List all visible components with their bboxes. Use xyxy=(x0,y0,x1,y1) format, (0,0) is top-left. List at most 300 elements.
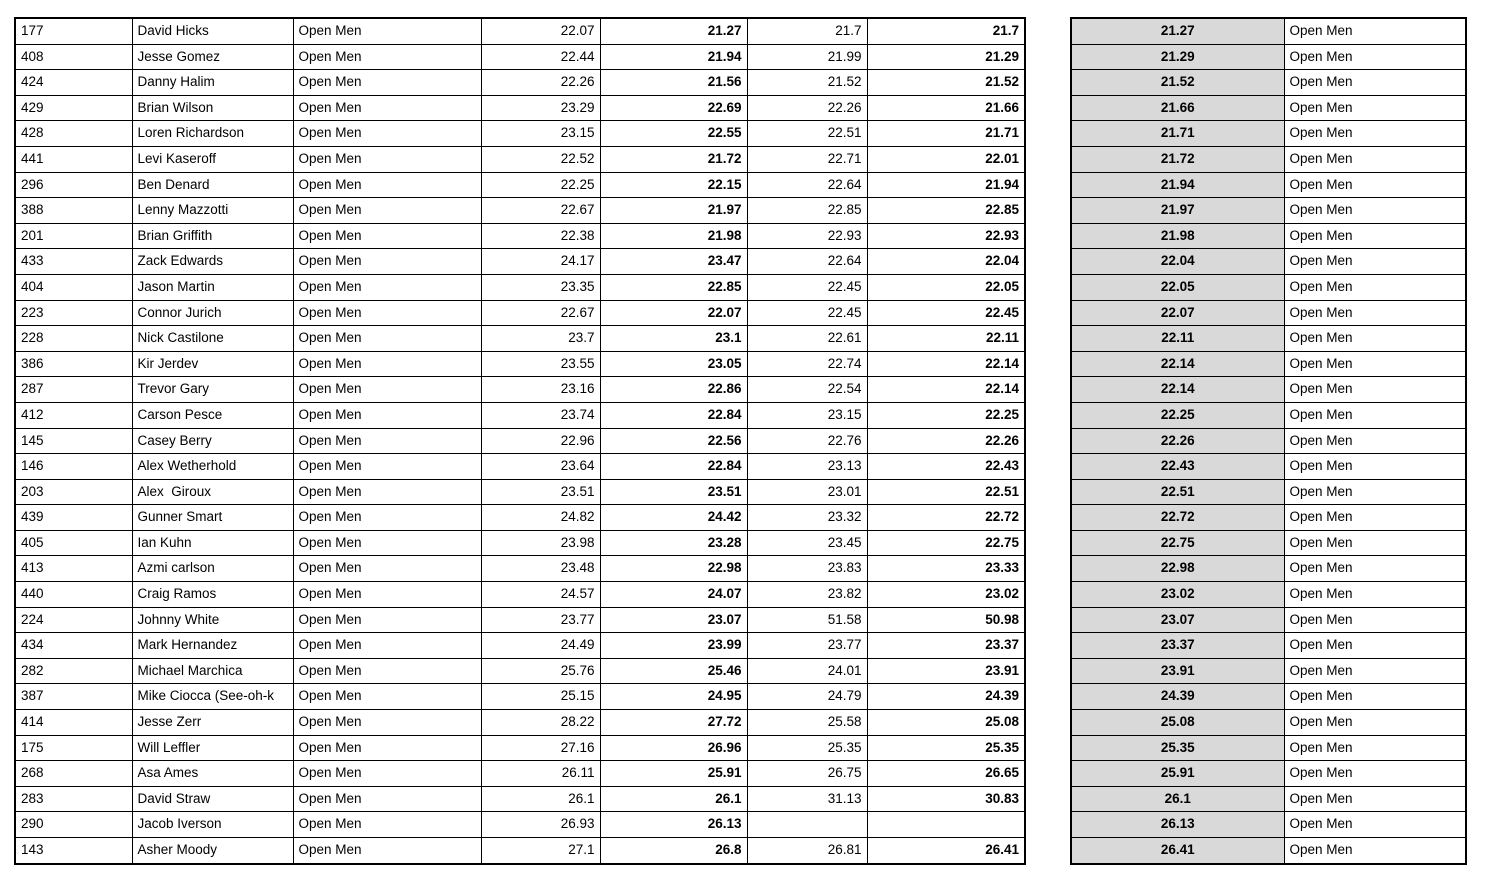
cell-run1-time[interactable]: 22.67 xyxy=(481,198,600,224)
cell-bib-number[interactable]: 146 xyxy=(15,454,132,480)
cell-run1-time[interactable]: 27.16 xyxy=(481,735,600,761)
cell-division[interactable]: Open Men xyxy=(1284,556,1466,582)
cell-racer-name[interactable]: Lenny Mazzotti xyxy=(132,198,293,224)
cell-run1-time[interactable]: 22.67 xyxy=(481,300,600,326)
cell-run2-adjusted-time[interactable]: 22.93 xyxy=(867,223,1025,249)
cell-division[interactable]: Open Men xyxy=(293,761,481,787)
cell-run1-adjusted-time[interactable]: 24.42 xyxy=(600,505,747,531)
cell-run2-time[interactable]: 31.13 xyxy=(747,786,867,812)
cell-bib-number[interactable]: 405 xyxy=(15,530,132,556)
cell-bib-number[interactable]: 268 xyxy=(15,761,132,787)
cell-run2-adjusted-time[interactable]: 21.66 xyxy=(867,95,1025,121)
cell-division[interactable]: Open Men xyxy=(293,505,481,531)
cell-run1-adjusted-time[interactable]: 21.27 xyxy=(600,18,747,44)
cell-run2-adjusted-time[interactable] xyxy=(867,812,1025,838)
cell-run1-adjusted-time[interactable]: 22.56 xyxy=(600,428,747,454)
cell-run1-adjusted-time[interactable]: 21.98 xyxy=(600,223,747,249)
cell-division[interactable]: Open Men xyxy=(1284,249,1466,275)
cell-division[interactable]: Open Men xyxy=(1284,812,1466,838)
cell-division[interactable]: Open Men xyxy=(1284,326,1466,352)
cell-run2-time[interactable]: 22.64 xyxy=(747,249,867,275)
cell-run2-adjusted-time[interactable]: 30.83 xyxy=(867,786,1025,812)
cell-run2-time[interactable] xyxy=(747,812,867,838)
cell-division[interactable]: Open Men xyxy=(1284,582,1466,608)
cell-best-time[interactable]: 22.14 xyxy=(1071,351,1284,377)
cell-best-time[interactable]: 21.98 xyxy=(1071,223,1284,249)
cell-run1-adjusted-time[interactable]: 25.91 xyxy=(600,761,747,787)
cell-run1-time[interactable]: 23.55 xyxy=(481,351,600,377)
cell-best-time[interactable]: 22.05 xyxy=(1071,274,1284,300)
cell-run1-time[interactable]: 22.25 xyxy=(481,172,600,198)
cell-run1-time[interactable]: 24.17 xyxy=(481,249,600,275)
cell-division[interactable]: Open Men xyxy=(293,95,481,121)
cell-division[interactable]: Open Men xyxy=(1284,530,1466,556)
cell-best-time[interactable]: 22.51 xyxy=(1071,479,1284,505)
cell-run1-time[interactable]: 24.49 xyxy=(481,633,600,659)
cell-run2-adjusted-time[interactable]: 25.08 xyxy=(867,710,1025,736)
cell-bib-number[interactable]: 296 xyxy=(15,172,132,198)
cell-division[interactable]: Open Men xyxy=(293,556,481,582)
cell-bib-number[interactable]: 440 xyxy=(15,582,132,608)
cell-run1-time[interactable]: 23.64 xyxy=(481,454,600,480)
cell-racer-name[interactable]: Jacob Iverson xyxy=(132,812,293,838)
cell-bib-number[interactable]: 283 xyxy=(15,786,132,812)
cell-run2-adjusted-time[interactable]: 23.91 xyxy=(867,658,1025,684)
cell-run1-time[interactable]: 22.96 xyxy=(481,428,600,454)
cell-best-time[interactable]: 26.13 xyxy=(1071,812,1284,838)
cell-division[interactable]: Open Men xyxy=(1284,454,1466,480)
cell-racer-name[interactable]: Danny Halim xyxy=(132,70,293,96)
cell-racer-name[interactable]: Nick Castilone xyxy=(132,326,293,352)
cell-racer-name[interactable]: Trevor Gary xyxy=(132,377,293,403)
cell-racer-name[interactable]: Johnny White xyxy=(132,607,293,633)
cell-division[interactable]: Open Men xyxy=(293,146,481,172)
cell-best-time[interactable]: 26.1 xyxy=(1071,786,1284,812)
cell-bib-number[interactable]: 441 xyxy=(15,146,132,172)
cell-division[interactable]: Open Men xyxy=(293,377,481,403)
cell-run1-adjusted-time[interactable]: 23.47 xyxy=(600,249,747,275)
cell-best-time[interactable]: 21.66 xyxy=(1071,95,1284,121)
cell-run1-time[interactable]: 27.1 xyxy=(481,838,600,864)
cell-racer-name[interactable]: Jason Martin xyxy=(132,274,293,300)
cell-run2-time[interactable]: 23.77 xyxy=(747,633,867,659)
cell-run1-adjusted-time[interactable]: 26.13 xyxy=(600,812,747,838)
cell-division[interactable]: Open Men xyxy=(1284,146,1466,172)
cell-run2-time[interactable]: 22.85 xyxy=(747,198,867,224)
cell-division[interactable]: Open Men xyxy=(1284,274,1466,300)
cell-best-time[interactable]: 22.25 xyxy=(1071,402,1284,428)
cell-best-time[interactable]: 25.91 xyxy=(1071,761,1284,787)
cell-run2-adjusted-time[interactable]: 22.14 xyxy=(867,351,1025,377)
cell-run1-time[interactable]: 25.15 xyxy=(481,684,600,710)
cell-division[interactable]: Open Men xyxy=(293,18,481,44)
cell-racer-name[interactable]: Alex Wetherhold xyxy=(132,454,293,480)
cell-division[interactable]: Open Men xyxy=(293,249,481,275)
cell-bib-number[interactable]: 201 xyxy=(15,223,132,249)
cell-run2-time[interactable]: 22.93 xyxy=(747,223,867,249)
cell-run2-adjusted-time[interactable]: 22.25 xyxy=(867,402,1025,428)
cell-best-time[interactable]: 22.98 xyxy=(1071,556,1284,582)
cell-best-time[interactable]: 23.07 xyxy=(1071,607,1284,633)
cell-run1-adjusted-time[interactable]: 23.1 xyxy=(600,326,747,352)
cell-run2-adjusted-time[interactable]: 22.01 xyxy=(867,146,1025,172)
cell-division[interactable]: Open Men xyxy=(293,684,481,710)
cell-run2-adjusted-time[interactable]: 50.98 xyxy=(867,607,1025,633)
cell-run1-time[interactable]: 23.98 xyxy=(481,530,600,556)
cell-run2-adjusted-time[interactable]: 21.7 xyxy=(867,18,1025,44)
cell-run2-adjusted-time[interactable]: 24.39 xyxy=(867,684,1025,710)
cell-run2-time[interactable]: 22.76 xyxy=(747,428,867,454)
cell-division[interactable]: Open Men xyxy=(293,607,481,633)
cell-best-time[interactable]: 21.29 xyxy=(1071,44,1284,70)
cell-run1-adjusted-time[interactable]: 22.07 xyxy=(600,300,747,326)
cell-bib-number[interactable]: 413 xyxy=(15,556,132,582)
cell-division[interactable]: Open Men xyxy=(293,812,481,838)
cell-bib-number[interactable]: 433 xyxy=(15,249,132,275)
cell-division[interactable]: Open Men xyxy=(293,402,481,428)
table-row xyxy=(1071,18,1466,44)
cell-run1-adjusted-time[interactable]: 22.55 xyxy=(600,121,747,147)
cell-run1-adjusted-time[interactable]: 22.84 xyxy=(600,402,747,428)
cell-run2-adjusted-time[interactable]: 26.65 xyxy=(867,761,1025,787)
cell-division[interactable]: Open Men xyxy=(1284,786,1466,812)
cell-best-time[interactable]: 23.37 xyxy=(1071,633,1284,659)
cell-division[interactable]: Open Men xyxy=(1284,44,1466,70)
cell-racer-name[interactable]: Ian Kuhn xyxy=(132,530,293,556)
cell-division[interactable]: Open Men xyxy=(1284,121,1466,147)
cell-run1-adjusted-time[interactable]: 22.69 xyxy=(600,95,747,121)
cell-run2-adjusted-time[interactable]: 23.37 xyxy=(867,633,1025,659)
cell-division[interactable]: Open Men xyxy=(293,454,481,480)
cell-best-time[interactable]: 22.43 xyxy=(1071,454,1284,480)
cell-run2-time[interactable]: 23.32 xyxy=(747,505,867,531)
cell-run2-time[interactable]: 26.75 xyxy=(747,761,867,787)
cell-run2-adjusted-time[interactable]: 25.35 xyxy=(867,735,1025,761)
cell-division[interactable]: Open Men xyxy=(1284,351,1466,377)
cell-best-time[interactable]: 21.52 xyxy=(1071,70,1284,96)
cell-run2-adjusted-time[interactable]: 21.94 xyxy=(867,172,1025,198)
cell-run2-time[interactable]: 22.54 xyxy=(747,377,867,403)
cell-run2-adjusted-time[interactable]: 21.71 xyxy=(867,121,1025,147)
cell-run2-time[interactable]: 23.13 xyxy=(747,454,867,480)
cell-run1-time[interactable]: 23.29 xyxy=(481,95,600,121)
cell-division[interactable]: Open Men xyxy=(1284,70,1466,96)
cell-run2-adjusted-time[interactable]: 21.52 xyxy=(867,70,1025,96)
cell-racer-name[interactable]: Alex Giroux xyxy=(132,479,293,505)
cell-division[interactable]: Open Men xyxy=(293,838,481,864)
cell-division[interactable]: Open Men xyxy=(1284,761,1466,787)
cell-run2-time[interactable]: 25.58 xyxy=(747,710,867,736)
cell-run1-time[interactable]: 22.44 xyxy=(481,44,600,70)
cell-run2-time[interactable]: 21.52 xyxy=(747,70,867,96)
cell-division[interactable]: Open Men xyxy=(293,633,481,659)
cell-division[interactable]: Open Men xyxy=(1284,838,1466,864)
cell-run1-time[interactable]: 23.35 xyxy=(481,274,600,300)
cell-bib-number[interactable]: 143 xyxy=(15,838,132,864)
table-row xyxy=(1071,658,1466,684)
cell-racer-name[interactable]: Asher Moody xyxy=(132,838,293,864)
cell-run2-time[interactable]: 25.35 xyxy=(747,735,867,761)
cell-best-time[interactable]: 21.27 xyxy=(1071,18,1284,44)
cell-run1-time[interactable]: 28.22 xyxy=(481,710,600,736)
cell-best-time[interactable]: 22.07 xyxy=(1071,300,1284,326)
cell-run2-adjusted-time[interactable]: 22.75 xyxy=(867,530,1025,556)
cell-division[interactable]: Open Men xyxy=(1284,684,1466,710)
cell-run1-adjusted-time[interactable]: 25.46 xyxy=(600,658,747,684)
cell-best-time[interactable]: 23.91 xyxy=(1071,658,1284,684)
cell-best-time[interactable]: 22.26 xyxy=(1071,428,1284,454)
cell-racer-name[interactable]: Kir Jerdev xyxy=(132,351,293,377)
cell-run1-adjusted-time[interactable]: 24.95 xyxy=(600,684,747,710)
cell-racer-name[interactable]: Loren Richardson xyxy=(132,121,293,147)
cell-division[interactable]: Open Men xyxy=(1284,428,1466,454)
cell-run2-adjusted-time[interactable]: 22.72 xyxy=(867,505,1025,531)
cell-best-time[interactable]: 21.72 xyxy=(1071,146,1284,172)
cell-bib-number[interactable]: 282 xyxy=(15,658,132,684)
cell-run2-time[interactable]: 21.7 xyxy=(747,18,867,44)
cell-run1-time[interactable]: 23.74 xyxy=(481,402,600,428)
cell-run2-time[interactable]: 51.58 xyxy=(747,607,867,633)
cell-division[interactable]: Open Men xyxy=(293,735,481,761)
cell-division[interactable]: Open Men xyxy=(293,658,481,684)
cell-run1-time[interactable]: 22.38 xyxy=(481,223,600,249)
cell-best-time[interactable]: 25.35 xyxy=(1071,735,1284,761)
cell-run1-adjusted-time[interactable]: 26.8 xyxy=(600,838,747,864)
cell-run2-adjusted-time[interactable]: 22.04 xyxy=(867,249,1025,275)
cell-run2-adjusted-time[interactable]: 22.45 xyxy=(867,300,1025,326)
cell-run1-adjusted-time[interactable]: 22.84 xyxy=(600,454,747,480)
cell-run1-adjusted-time[interactable]: 23.07 xyxy=(600,607,747,633)
cell-division[interactable]: Open Men xyxy=(1284,402,1466,428)
cell-bib-number[interactable]: 228 xyxy=(15,326,132,352)
cell-division[interactable]: Open Men xyxy=(293,198,481,224)
cell-run1-time[interactable]: 25.76 xyxy=(481,658,600,684)
cell-run1-time[interactable]: 26.1 xyxy=(481,786,600,812)
cell-run1-time[interactable]: 23.7 xyxy=(481,326,600,352)
cell-run1-time[interactable]: 23.51 xyxy=(481,479,600,505)
cell-run2-adjusted-time[interactable]: 26.41 xyxy=(867,838,1025,864)
cell-run2-adjusted-time[interactable]: 23.02 xyxy=(867,582,1025,608)
cell-run1-time[interactable]: 26.11 xyxy=(481,761,600,787)
cell-racer-name[interactable]: Brian Griffith xyxy=(132,223,293,249)
cell-racer-name[interactable]: Carson Pesce xyxy=(132,402,293,428)
cell-bib-number[interactable]: 434 xyxy=(15,633,132,659)
cell-run1-time[interactable]: 22.52 xyxy=(481,146,600,172)
cell-bib-number[interactable]: 287 xyxy=(15,377,132,403)
cell-division[interactable]: Open Men xyxy=(293,786,481,812)
cell-division[interactable]: Open Men xyxy=(293,428,481,454)
cell-racer-name[interactable]: Azmi carlson xyxy=(132,556,293,582)
cell-run1-adjusted-time[interactable]: 24.07 xyxy=(600,582,747,608)
cell-run1-time[interactable]: 23.16 xyxy=(481,377,600,403)
cell-run1-time[interactable]: 23.48 xyxy=(481,556,600,582)
cell-bib-number[interactable]: 424 xyxy=(15,70,132,96)
cell-division[interactable]: Open Men xyxy=(1284,18,1466,44)
cell-run1-adjusted-time[interactable]: 21.94 xyxy=(600,44,747,70)
cell-run1-time[interactable]: 23.77 xyxy=(481,607,600,633)
cell-bib-number[interactable]: 408 xyxy=(15,44,132,70)
cell-bib-number[interactable]: 387 xyxy=(15,684,132,710)
cell-best-time[interactable]: 22.04 xyxy=(1071,249,1284,275)
cell-run2-adjusted-time[interactable]: 23.33 xyxy=(867,556,1025,582)
cell-division[interactable]: Open Men xyxy=(1284,479,1466,505)
cell-division[interactable]: Open Men xyxy=(293,326,481,352)
cell-racer-name[interactable]: Connor Jurich xyxy=(132,300,293,326)
cell-run2-adjusted-time[interactable]: 22.85 xyxy=(867,198,1025,224)
cell-division[interactable]: Open Men xyxy=(1284,377,1466,403)
cell-run2-adjusted-time[interactable]: 22.14 xyxy=(867,377,1025,403)
cell-run1-time[interactable]: 22.26 xyxy=(481,70,600,96)
cell-run1-adjusted-time[interactable]: 23.99 xyxy=(600,633,747,659)
cell-racer-name[interactable]: Asa Ames xyxy=(132,761,293,787)
cell-bib-number[interactable]: 290 xyxy=(15,812,132,838)
cell-run1-time[interactable]: 23.15 xyxy=(481,121,600,147)
cell-run1-adjusted-time[interactable]: 23.28 xyxy=(600,530,747,556)
cell-racer-name[interactable]: Jesse Gomez xyxy=(132,44,293,70)
cell-bib-number[interactable]: 388 xyxy=(15,198,132,224)
cell-racer-name[interactable]: David Hicks xyxy=(132,18,293,44)
cell-division[interactable]: Open Men xyxy=(1284,95,1466,121)
cell-bib-number[interactable]: 439 xyxy=(15,505,132,531)
cell-racer-name[interactable]: Will Leffler xyxy=(132,735,293,761)
cell-bib-number[interactable]: 203 xyxy=(15,479,132,505)
cell-racer-name[interactable]: Zack Edwards xyxy=(132,249,293,275)
cell-division[interactable]: Open Men xyxy=(1284,735,1466,761)
cell-division[interactable]: Open Men xyxy=(1284,607,1466,633)
cell-run2-time[interactable]: 26.81 xyxy=(747,838,867,864)
cell-division[interactable]: Open Men xyxy=(1284,223,1466,249)
cell-bib-number[interactable]: 404 xyxy=(15,274,132,300)
cell-run1-adjusted-time[interactable]: 22.85 xyxy=(600,274,747,300)
cell-racer-name[interactable]: Ben Denard xyxy=(132,172,293,198)
cell-bib-number[interactable]: 412 xyxy=(15,402,132,428)
cell-run2-time[interactable]: 23.82 xyxy=(747,582,867,608)
cell-run1-adjusted-time[interactable]: 21.97 xyxy=(600,198,747,224)
cell-racer-name[interactable]: Casey Berry xyxy=(132,428,293,454)
cell-run2-adjusted-time[interactable]: 22.05 xyxy=(867,274,1025,300)
cell-bib-number[interactable]: 177 xyxy=(15,18,132,44)
cell-run2-time[interactable]: 24.01 xyxy=(747,658,867,684)
cell-division[interactable]: Open Men xyxy=(1284,505,1466,531)
cell-division[interactable]: Open Men xyxy=(293,710,481,736)
cell-division[interactable]: Open Men xyxy=(1284,300,1466,326)
cell-best-time[interactable]: 22.11 xyxy=(1071,326,1284,352)
cell-run1-adjusted-time[interactable]: 22.15 xyxy=(600,172,747,198)
cell-division[interactable]: Open Men xyxy=(293,300,481,326)
cell-division[interactable]: Open Men xyxy=(293,479,481,505)
cell-bib-number[interactable]: 429 xyxy=(15,95,132,121)
cell-run1-time[interactable]: 24.57 xyxy=(481,582,600,608)
cell-run2-adjusted-time[interactable]: 22.43 xyxy=(867,454,1025,480)
cell-racer-name[interactable]: Jesse Zerr xyxy=(132,710,293,736)
cell-run2-adjusted-time[interactable]: 22.11 xyxy=(867,326,1025,352)
cell-run2-time[interactable]: 22.45 xyxy=(747,274,867,300)
cell-run2-time[interactable]: 22.61 xyxy=(747,326,867,352)
cell-bib-number[interactable]: 428 xyxy=(15,121,132,147)
cell-division[interactable]: Open Men xyxy=(293,530,481,556)
cell-run2-time[interactable]: 22.45 xyxy=(747,300,867,326)
cell-run2-time[interactable]: 23.15 xyxy=(747,402,867,428)
cell-division[interactable]: Open Men xyxy=(1284,172,1466,198)
cell-run1-adjusted-time[interactable]: 22.98 xyxy=(600,556,747,582)
cell-best-time[interactable]: 23.02 xyxy=(1071,582,1284,608)
cell-best-time[interactable]: 22.14 xyxy=(1071,377,1284,403)
cell-run2-time[interactable]: 21.99 xyxy=(747,44,867,70)
cell-best-time[interactable]: 21.71 xyxy=(1071,121,1284,147)
cell-run1-time[interactable]: 24.82 xyxy=(481,505,600,531)
cell-run2-time[interactable]: 23.83 xyxy=(747,556,867,582)
cell-bib-number[interactable]: 224 xyxy=(15,607,132,633)
cell-division[interactable]: Open Men xyxy=(1284,633,1466,659)
cell-division[interactable]: Open Men xyxy=(293,223,481,249)
cell-racer-name[interactable]: David Straw xyxy=(132,786,293,812)
cell-best-time[interactable]: 21.94 xyxy=(1071,172,1284,198)
cell-run2-time[interactable]: 22.64 xyxy=(747,172,867,198)
cell-run2-adjusted-time[interactable]: 22.51 xyxy=(867,479,1025,505)
cell-run1-adjusted-time[interactable]: 23.05 xyxy=(600,351,747,377)
cell-run2-time[interactable]: 23.01 xyxy=(747,479,867,505)
cell-division[interactable]: Open Men xyxy=(293,70,481,96)
cell-run1-adjusted-time[interactable]: 21.72 xyxy=(600,146,747,172)
cell-racer-name[interactable]: Mark Hernandez xyxy=(132,633,293,659)
cell-division[interactable]: Open Men xyxy=(1284,710,1466,736)
cell-division[interactable]: Open Men xyxy=(1284,198,1466,224)
cell-run1-adjusted-time[interactable]: 23.51 xyxy=(600,479,747,505)
cell-best-time[interactable]: 26.41 xyxy=(1071,838,1284,864)
cell-run2-adjusted-time[interactable]: 21.29 xyxy=(867,44,1025,70)
cell-division[interactable]: Open Men xyxy=(293,274,481,300)
cell-division[interactable]: Open Men xyxy=(293,172,481,198)
cell-run2-time[interactable]: 23.45 xyxy=(747,530,867,556)
cell-division[interactable]: Open Men xyxy=(293,44,481,70)
cell-bib-number[interactable]: 414 xyxy=(15,710,132,736)
cell-run1-adjusted-time[interactable]: 27.72 xyxy=(600,710,747,736)
cell-bib-number[interactable]: 223 xyxy=(15,300,132,326)
cell-run2-time[interactable]: 22.74 xyxy=(747,351,867,377)
cell-division[interactable]: Open Men xyxy=(293,121,481,147)
cell-division[interactable]: Open Men xyxy=(293,582,481,608)
cell-racer-name[interactable]: Mike Ciocca (See-oh-k xyxy=(132,684,293,710)
cell-best-time[interactable]: 21.97 xyxy=(1071,198,1284,224)
cell-run2-time[interactable]: 22.26 xyxy=(747,95,867,121)
cell-bib-number[interactable]: 175 xyxy=(15,735,132,761)
cell-best-time[interactable]: 24.39 xyxy=(1071,684,1284,710)
cell-best-time[interactable]: 22.75 xyxy=(1071,530,1284,556)
cell-run2-time[interactable]: 24.79 xyxy=(747,684,867,710)
cell-run1-adjusted-time[interactable]: 21.56 xyxy=(600,70,747,96)
cell-racer-name[interactable]: Gunner Smart xyxy=(132,505,293,531)
cell-division[interactable]: Open Men xyxy=(1284,658,1466,684)
cell-best-time[interactable]: 22.72 xyxy=(1071,505,1284,531)
cell-run1-adjusted-time[interactable]: 26.96 xyxy=(600,735,747,761)
cell-racer-name[interactable]: Brian Wilson xyxy=(132,95,293,121)
cell-run1-time[interactable]: 22.07 xyxy=(481,18,600,44)
cell-division[interactable]: Open Men xyxy=(293,351,481,377)
table-row xyxy=(15,428,1025,454)
cell-run2-time[interactable]: 22.51 xyxy=(747,121,867,147)
cell-bib-number[interactable]: 145 xyxy=(15,428,132,454)
cell-run1-time[interactable]: 26.93 xyxy=(481,812,600,838)
cell-run1-adjusted-time[interactable]: 22.86 xyxy=(600,377,747,403)
cell-racer-name[interactable]: Craig Ramos xyxy=(132,582,293,608)
cell-bib-number[interactable]: 386 xyxy=(15,351,132,377)
cell-run2-adjusted-time[interactable]: 22.26 xyxy=(867,428,1025,454)
cell-racer-name[interactable]: Michael Marchica xyxy=(132,658,293,684)
cell-run2-time[interactable]: 22.71 xyxy=(747,146,867,172)
cell-best-time[interactable]: 25.08 xyxy=(1071,710,1284,736)
cell-racer-name[interactable]: Levi Kaseroff xyxy=(132,146,293,172)
cell-run1-adjusted-time[interactable]: 26.1 xyxy=(600,786,747,812)
